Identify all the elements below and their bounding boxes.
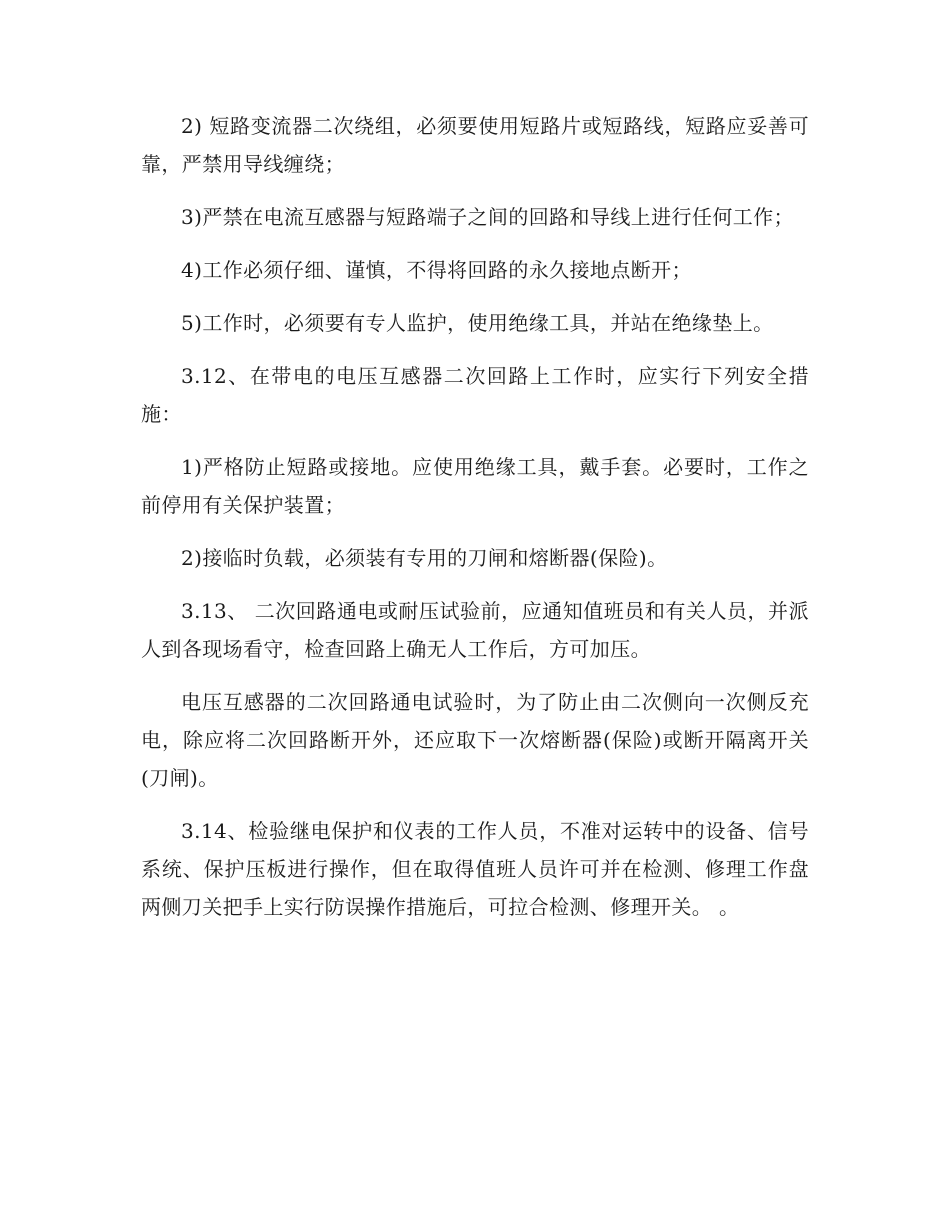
paragraph-item-5-supervision: 5)工作时，必须要有专人监护，使用绝缘工具，并站在绝缘垫上。 <box>181 311 774 335</box>
paragraph-section-3-14: 3.14、检验继电保护和仪表的工作人员，不准对运转中的设备、信号系统、保护压板进行操作，但在取得值班人员许可并在检测、修理工作盘两侧刀关把手上实行防误操作措施后，可拉合检测、修理开关。 。 <box>141 819 809 919</box>
paragraph-item-4-careful: 4)工作必须仔细、谨慎，不得将回路的永久接地点断开； <box>181 258 692 282</box>
paragraph-item-1-prevent: 1)严格防止短路或接地。应使用绝缘工具，戴手套。必要时，工作之前停用有关保护装置； <box>141 455 809 517</box>
document-body <box>141 107 809 941</box>
paragraph-item-3-no-work: 3)严禁在电流互感器与短路端子之间的回路和导线上进行任何工作； <box>181 205 794 229</box>
paragraph-section-3-13: 3.13、 二次回路通电或耐压试验前，应通知值班员和有关人员，并派人到各现场看守，检查回路上确无人工作后，方可加压。 <box>141 599 809 661</box>
paragraph-pt-test: 电压互感器的二次回路通电试验时，为了防止由二次侧向一次侧反充电，除应将二次回路断开外，还应取下一次熔断器(保险)或断开隔离开关(刀闸)。 <box>141 690 809 790</box>
paragraph-item-2-short-circuit: 2) 短路变流器二次绕组，必须要使用短路片或短路线，短路应妥善可靠，严禁用导线缠绕； <box>141 114 809 176</box>
paragraph-section-3-12: 3.12、在带电的电压互感器二次回路上工作时，应实行下列安全措施： <box>141 364 809 426</box>
paragraph-item-2-temp-load: 2)接临时负载，必须装有专用的刀闸和熔断器(保险)。 <box>181 546 668 570</box>
